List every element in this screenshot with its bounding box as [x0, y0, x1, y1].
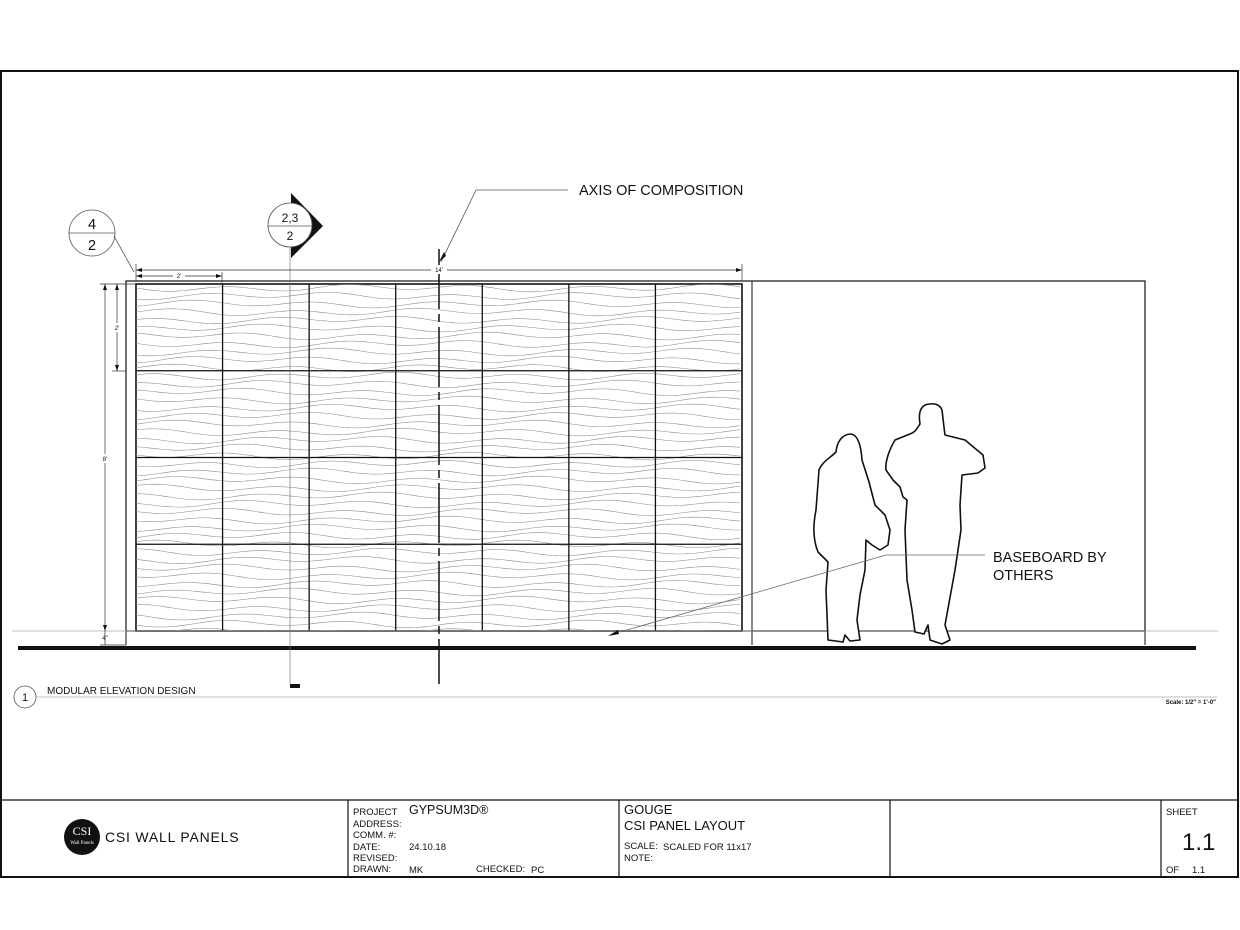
design-name: GOUGE — [624, 802, 673, 817]
section-marker-1-leader — [114, 236, 134, 272]
revised-label: REVISED: — [353, 853, 398, 864]
female-silhouette — [814, 434, 890, 642]
section-cut-tick — [290, 684, 300, 688]
view-title — [14, 686, 1217, 708]
dim-panel-width-label: 2' — [176, 274, 182, 280]
note-label: NOTE: — [624, 853, 654, 864]
checked-value: PC — [531, 865, 545, 876]
comm-label: COMM. #: — [353, 830, 397, 841]
dim-arrow — [103, 284, 107, 290]
section-marker-1 — [69, 210, 134, 272]
scale-label: SCALE: — [624, 841, 658, 852]
of-value: 1.1 — [1192, 865, 1206, 876]
dim-arrow — [136, 268, 142, 272]
project-value: GYPSUM3D® — [409, 803, 489, 817]
dim-panel-height-label: 2' — [114, 326, 120, 332]
axis-of-composition-label: AXIS OF COMPOSITION — [579, 183, 744, 199]
sheet-number: 1.1 — [1182, 829, 1216, 856]
logo-subtext: Wall Panels — [70, 841, 94, 846]
dim-arrow — [136, 274, 142, 278]
project-label: PROJECT — [353, 807, 398, 818]
dim-arrow — [115, 365, 119, 371]
section-marker-1-bottom: 2 — [87, 238, 97, 254]
dim-arrow — [216, 274, 222, 278]
drawn-label: DRAWN: — [353, 864, 392, 875]
logo-text: CSI — [72, 824, 92, 838]
elevation-drawing — [12, 183, 1218, 708]
human-figures — [814, 404, 985, 644]
baseboard-label-line2: OTHERS — [993, 568, 1054, 584]
dim-base-height-label: 4" — [102, 636, 108, 642]
scale-note: Scale: 1/2" = 1'-0" — [1165, 700, 1216, 706]
dim-overall-height-label: 8' — [102, 457, 108, 463]
section-marker-2-top: 2,3 — [281, 211, 299, 225]
dim-overall-width-label: 14' — [435, 268, 443, 274]
dim-arrow — [103, 625, 107, 631]
drawn-value: MK — [409, 865, 424, 876]
company-logo — [64, 819, 100, 855]
section-marker-2-bottom: 2 — [286, 229, 294, 243]
section-marker-1-top: 4 — [87, 217, 97, 233]
dim-arrow — [736, 268, 742, 272]
male-silhouette — [886, 404, 985, 644]
view-title-text: MODULAR ELEVATION DESIGN — [47, 686, 196, 697]
title-block — [1, 800, 1238, 877]
axis-leader-diag — [441, 190, 476, 262]
of-label: OF — [1166, 865, 1180, 876]
view-number: 1 — [21, 692, 29, 704]
date-label: DATE: — [353, 842, 381, 853]
dim-arrow — [115, 284, 119, 290]
checked-label: CHECKED: — [476, 864, 526, 875]
baseboard-label-line1: BASEBOARD BY — [993, 550, 1107, 566]
date-value: 24.10.18 — [409, 842, 446, 853]
address-label: ADDRESS: — [353, 819, 402, 830]
company-name: CSI WALL PANELS — [105, 829, 240, 845]
scale-value: SCALED FOR 11x17 — [663, 842, 752, 853]
sheet-label: SHEET — [1166, 807, 1198, 818]
sheet-title: CSI PANEL LAYOUT — [624, 818, 746, 833]
